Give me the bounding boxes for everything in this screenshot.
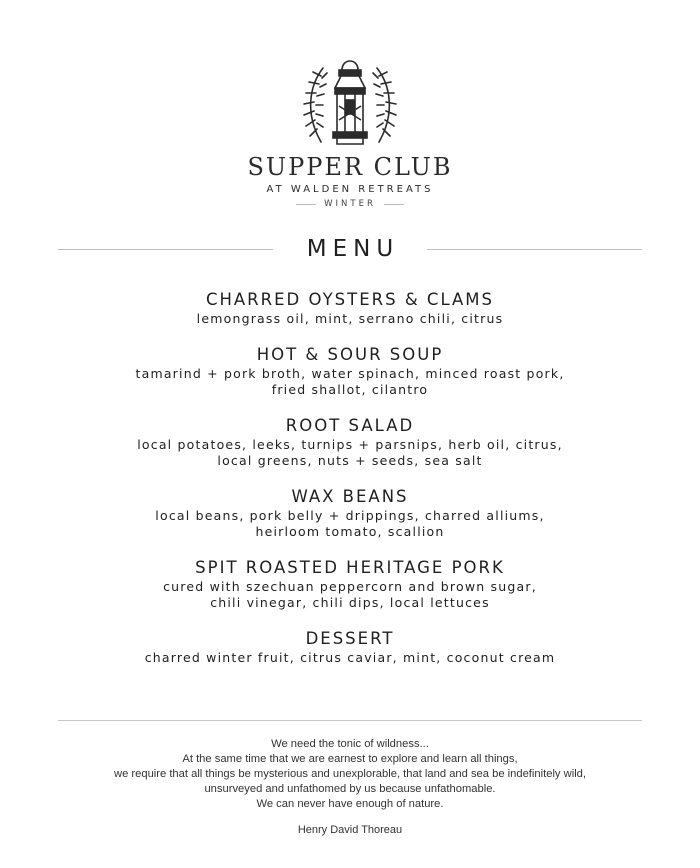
- menu-item-name: WAX BEANS: [291, 487, 409, 506]
- brand-subtitle: AT WALDEN RETREATS: [266, 184, 434, 195]
- season-rule-left: [296, 204, 316, 205]
- menu-item: [0, 289, 700, 327]
- menu-item-description: local beans, pork belly + drippings, charred alliums,: [155, 508, 545, 523]
- menu-item: [0, 486, 700, 540]
- menu-item-description: fried shallot, cilantro: [271, 382, 429, 397]
- menu-item-name: ROOT SALAD: [285, 416, 415, 435]
- brand-title: SUPPER CLUB: [247, 153, 453, 181]
- quote-author: Henry David Thoreau: [297, 824, 403, 836]
- season-label: [0, 199, 700, 209]
- menu-rule-left: [58, 249, 273, 250]
- menu-item-name: HOT & SOUR SOUP: [256, 345, 444, 364]
- menu-item-description: heirloom tomato, scallion: [255, 524, 445, 539]
- season-rule-right: [384, 204, 404, 205]
- quote-line: At the same time that we are earnest to explore and learn all things,: [182, 753, 518, 765]
- logo: [0, 56, 700, 152]
- lantern-with-pine-branches-icon: [295, 56, 405, 152]
- menu-item: [0, 415, 700, 469]
- menu-item-description: tamarind + pork broth, water spinach, minced roast pork,: [135, 366, 565, 381]
- quote-line: We need the tonic of wildness...: [271, 738, 429, 750]
- menu-item-description: local potatoes, leeks, turnips + parsnips, herb oil, citrus,: [137, 437, 563, 452]
- menu-item: [0, 628, 700, 666]
- menu-item-name: SPIT ROASTED HERITAGE PORK: [195, 558, 505, 577]
- menu-item-name: DESSERT: [305, 629, 395, 648]
- menu-item-name: CHARRED OYSTERS & CLAMS: [205, 290, 495, 309]
- menu-item: [0, 557, 700, 611]
- season-text: WINTER: [324, 199, 376, 209]
- menu-heading: [58, 234, 642, 264]
- menu-item-description: cured with szechuan peppercorn and brown sugar,: [163, 579, 537, 594]
- footer-divider: [58, 720, 642, 721]
- menu-item: [0, 344, 700, 398]
- menu-item-description: lemongrass oil, mint, serrano chili, citrus: [196, 311, 504, 326]
- menu-rule-right: [427, 249, 642, 250]
- menu-title: MENU: [306, 236, 400, 262]
- quote-line: we require that all things be mysterious and unexplorable, that land and sea be indefinitely wild,: [113, 768, 587, 780]
- menu-item-description: chili vinegar, chili dips, local lettuces: [210, 595, 490, 610]
- menu-item-description: local greens, nuts + seeds, sea salt: [217, 453, 483, 468]
- quote-line: We can never have enough of nature.: [256, 798, 444, 810]
- quote: [0, 737, 700, 812]
- menu-item-description: charred winter fruit, citrus caviar, mint, coconut cream: [144, 650, 556, 665]
- quote-line: unsurveyed and unfathomed by us because unfathomable.: [204, 783, 496, 795]
- brand-block: [0, 153, 700, 209]
- menu-items: [0, 289, 700, 683]
